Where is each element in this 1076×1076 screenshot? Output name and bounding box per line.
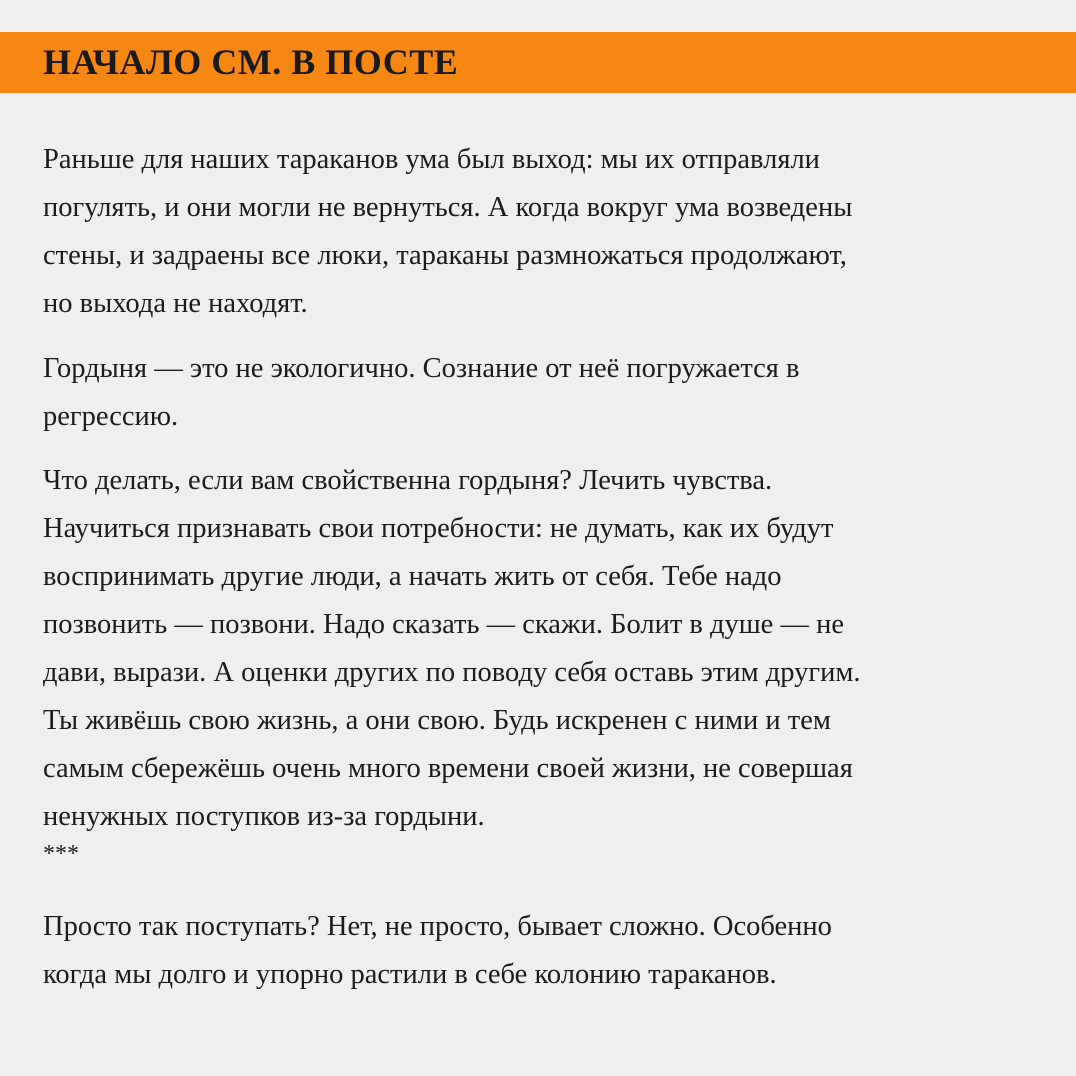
paragraph-4	[43, 903, 1043, 999]
paragraph-2	[43, 345, 1043, 441]
text-line: дави, вырази. А оценки других по поводу себя оставь этим другим.	[43, 657, 861, 688]
header-title: НАЧАЛО СМ. В ПОСТЕ	[43, 42, 459, 82]
header-banner	[0, 32, 1076, 93]
text-line: позвонить — позвони. Надо сказать — скажи. Болит в душе — не	[43, 609, 844, 640]
text-line: ненужных поступков из-за гордыни.	[43, 801, 485, 832]
text-line: Ты живёшь свою жизнь, а они свою. Будь искренен с ними и тем	[43, 705, 831, 736]
text-line: Что делать, если вам свойственна гордыня? Лечить чувства.	[43, 465, 773, 496]
text-line: когда мы долго и упорно растили в себе колонию тараканов.	[43, 959, 777, 990]
text-line: погулять, и они могли не вернуться. А когда вокруг ума возведены	[43, 192, 853, 223]
paragraph-3	[43, 457, 1043, 841]
text-line: Научиться признавать свои потребности: не думать, как их будут	[43, 513, 834, 544]
paragraph-1	[43, 136, 1043, 328]
text-line: самым сбережёшь очень много времени своей жизни, не совершая	[43, 753, 853, 784]
text-line: но выхода не находят.	[43, 288, 308, 319]
text-line: Раньше для наших тараканов ума был выход: мы их отправляли	[43, 144, 820, 175]
text-line: воспринимать другие люди, а начать жить от себя. Тебе надо	[43, 561, 782, 592]
text-line: стены, и задраены все люки, тараканы размножаться продолжают,	[43, 240, 847, 271]
article-body	[43, 136, 1043, 999]
section-separator: ***	[43, 841, 79, 867]
text-line: Просто так поступать? Нет, не просто, бывает сложно. Особенно	[43, 911, 832, 942]
text-line: Гордыня — это не экологично. Сознание от неё погружается в	[43, 353, 800, 384]
text-line: регрессию.	[43, 401, 179, 432]
